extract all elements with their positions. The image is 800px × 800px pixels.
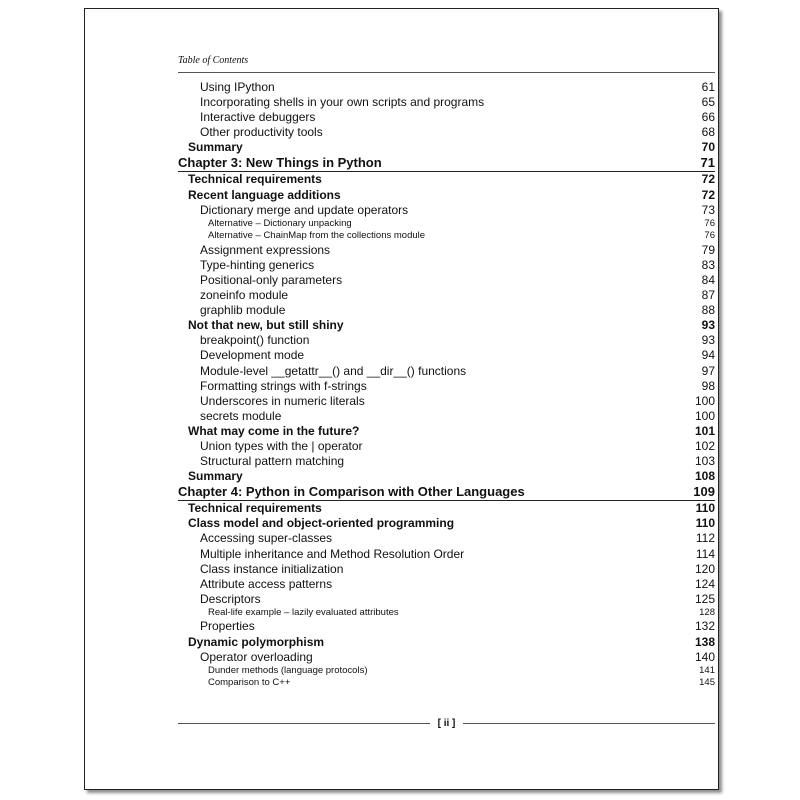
toc-entry-page: 109 <box>693 484 715 500</box>
toc-entry-page: 138 <box>694 634 715 649</box>
toc-entry-title: Chapter 3: New Things in Python <box>178 155 382 171</box>
toc-entry-sub <box>178 348 715 363</box>
toc-entry-page: 110 <box>695 516 715 531</box>
toc-entry-title: Using IPython <box>200 80 275 94</box>
toc-entry-title: What may come in the future? <box>188 423 360 438</box>
toc-entry-sub <box>178 531 715 546</box>
toc-entry-subsub <box>178 230 715 243</box>
toc-entry-title: Class model and object-oriented programming <box>188 516 455 531</box>
toc-entry-title: Dictionary merge and update operators <box>200 202 409 217</box>
toc-entry-page: 100 <box>694 393 715 408</box>
table-of-contents <box>178 80 715 690</box>
toc-entry-title: secrets module <box>200 408 282 423</box>
toc-entry-title: Alternative – Dictionary unpacking <box>208 217 352 229</box>
toc-entry-page: 103 <box>694 454 715 469</box>
toc-entry-page: 98 <box>701 378 715 393</box>
toc-entry-title: Attribute access patterns <box>200 576 333 591</box>
toc-entry-section <box>178 318 715 333</box>
toc-entry-sub <box>178 80 715 95</box>
toc-entry-title: Operator overloading <box>200 649 313 664</box>
toc-entry-sub <box>178 650 715 665</box>
toc-entry-sub <box>178 619 715 634</box>
toc-entry-sub <box>178 592 715 607</box>
toc-entry-chapter <box>178 484 715 501</box>
toc-entry-page: 84 <box>701 272 715 287</box>
toc-entry-sub <box>178 577 715 592</box>
toc-entry-subsub <box>178 218 715 231</box>
toc-entry-section <box>178 188 715 203</box>
toc-entry-sub <box>178 364 715 379</box>
toc-entry-title: Not that new, but still shiny <box>188 318 344 333</box>
header-rule <box>178 72 715 73</box>
toc-entry-title: Summary <box>188 140 243 155</box>
toc-entry-page: 79 <box>701 242 715 257</box>
toc-entry-sub <box>178 95 715 110</box>
toc-entry-page: 83 <box>701 257 715 272</box>
toc-entry-subsub <box>178 677 715 690</box>
toc-entry-title: Dynamic polymorphism <box>188 634 325 649</box>
page-footer <box>178 718 715 729</box>
toc-entry-page: 140 <box>694 649 715 664</box>
toc-entry-sub <box>178 439 715 454</box>
toc-entry-title: Chapter 4: Python in Comparison with Other Languages <box>178 484 525 500</box>
toc-entry-section <box>178 635 715 650</box>
toc-entry-title: Incorporating shells in your own scripts and programs <box>200 95 485 110</box>
toc-entry-section <box>178 501 715 516</box>
toc-entry-page: 72 <box>701 172 715 187</box>
toc-entry-sub <box>178 243 715 258</box>
toc-entry-page: 114 <box>695 546 715 561</box>
toc-entry-sub <box>178 409 715 424</box>
toc-entry-page: 93 <box>701 318 715 333</box>
toc-entry-subsub <box>178 665 715 678</box>
toc-entry-page: 65 <box>701 95 715 110</box>
toc-entry-page: 120 <box>694 561 715 576</box>
toc-entry-page: 66 <box>701 110 715 125</box>
toc-entry-title: Comparison to C++ <box>208 677 291 689</box>
toc-entry-section <box>178 516 715 531</box>
toc-entry-title: Real-life example – lazily evaluated attributes <box>208 606 399 618</box>
toc-entry-page: 88 <box>701 303 715 318</box>
toc-entry-subsub <box>178 607 715 620</box>
toc-entry-sub <box>178 303 715 318</box>
toc-entry-sub <box>178 379 715 394</box>
toc-entry-sub <box>178 110 715 125</box>
toc-entry-sub <box>178 562 715 577</box>
toc-entry-title: Union types with the | operator <box>200 438 363 453</box>
toc-entry-title: Recent language additions <box>188 187 341 202</box>
toc-entry-section <box>178 172 715 187</box>
toc-entry-sub <box>178 454 715 469</box>
toc-entry-page: 110 <box>695 501 715 516</box>
toc-entry-page: 108 <box>694 469 715 484</box>
toc-entry-page: 87 <box>701 288 715 303</box>
toc-entry-page: 71 <box>700 155 715 171</box>
toc-entry-page: 93 <box>701 333 715 348</box>
toc-entry-title: Type-hinting generics <box>200 257 315 272</box>
toc-entry-chapter <box>178 155 715 172</box>
toc-entry-page: 112 <box>695 531 715 546</box>
toc-entry-page: 76 <box>704 230 715 242</box>
toc-entry-title: Underscores in numeric literals <box>200 393 365 408</box>
toc-entry-sub <box>178 203 715 218</box>
toc-entry-page: 145 <box>699 677 715 689</box>
toc-entry-title: graphlib module <box>200 303 286 318</box>
toc-entry-title: Dunder methods (language protocols) <box>208 664 368 676</box>
toc-entry-page: 61 <box>701 80 715 94</box>
page-number: [ ii ] <box>437 718 456 729</box>
toc-entry-title: breakpoint() function <box>200 333 310 348</box>
toc-entry-page: 97 <box>701 363 715 378</box>
toc-entry-title: Other productivity tools <box>200 125 323 140</box>
toc-entry-sub <box>178 333 715 348</box>
toc-entry-page: 73 <box>701 202 715 217</box>
toc-entry-sub <box>178 288 715 303</box>
toc-entry-sub <box>178 125 715 140</box>
toc-entry-page: 124 <box>694 576 715 591</box>
toc-entry-page: 128 <box>699 606 715 618</box>
toc-entry-title: zoneinfo module <box>200 288 289 303</box>
toc-entry-section <box>178 140 715 155</box>
toc-entry-page: 68 <box>701 125 715 140</box>
toc-entry-page: 70 <box>701 140 715 155</box>
toc-entry-page: 100 <box>694 408 715 423</box>
toc-entry-page: 101 <box>694 423 715 438</box>
toc-entry-page: 132 <box>694 619 715 634</box>
toc-entry-section <box>178 469 715 484</box>
toc-entry-title: Summary <box>188 469 243 484</box>
toc-entry-sub <box>178 547 715 562</box>
toc-entry-section <box>178 424 715 439</box>
toc-entry-title: Positional-only parameters <box>200 272 343 287</box>
toc-entry-title: Assignment expressions <box>200 242 331 257</box>
toc-entry-sub <box>178 258 715 273</box>
toc-entry-title: Accessing super-classes <box>200 531 333 546</box>
toc-entry-title: Properties <box>200 619 255 634</box>
toc-entry-title: Descriptors <box>200 591 261 606</box>
footer-rule-right <box>463 723 715 724</box>
footer-rule-left <box>178 723 430 724</box>
toc-entry-sub <box>178 273 715 288</box>
toc-entry-title: Interactive debuggers <box>200 110 316 125</box>
toc-entry-title: Technical requirements <box>188 172 322 187</box>
running-head: Table of Contents <box>178 55 249 66</box>
toc-entry-title: Structural pattern matching <box>200 454 345 469</box>
toc-entry-page: 102 <box>694 438 715 453</box>
toc-entry-title: Formatting strings with f-strings <box>200 378 367 393</box>
toc-entry-page: 141 <box>699 664 715 676</box>
toc-entry-title: Technical requirements <box>188 501 322 516</box>
toc-entry-page: 72 <box>701 187 715 202</box>
book-page <box>84 8 719 790</box>
toc-entry-title: Development mode <box>200 348 305 363</box>
toc-entry-page: 125 <box>694 591 715 606</box>
toc-entry-sub <box>178 394 715 409</box>
toc-entry-title: Multiple inheritance and Method Resolution Order <box>200 546 465 561</box>
toc-entry-page: 94 <box>701 348 715 363</box>
toc-entry-title: Class instance initialization <box>200 561 344 576</box>
toc-entry-title: Module-level __getattr__() and __dir__() functions <box>200 363 467 378</box>
toc-entry-page: 76 <box>704 217 715 229</box>
toc-entry-title: Alternative – ChainMap from the collections module <box>208 230 426 242</box>
